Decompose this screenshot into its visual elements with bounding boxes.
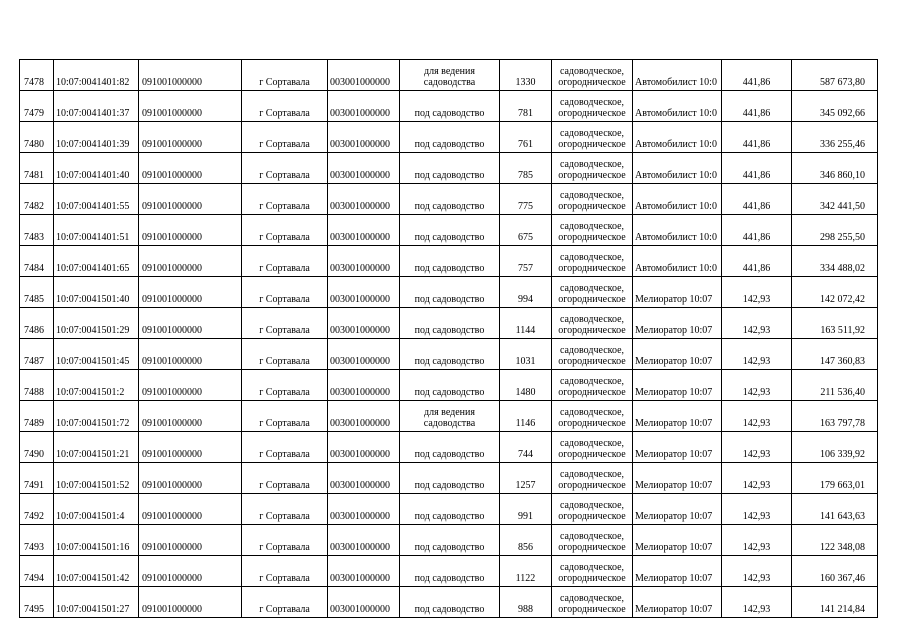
parcel-area-cell: 856 [500, 525, 552, 556]
permitted-use-cell: под садоводство [400, 587, 500, 618]
parcel-area-cell: 1480 [500, 370, 552, 401]
association-name-cell: Мелиоратор 10:07 [633, 277, 722, 308]
table-row [20, 339, 878, 370]
parcel-area-cell: 1257 [500, 463, 552, 494]
table-row [20, 122, 878, 153]
territory-code-cell: 003001000000 [328, 525, 400, 556]
land-category-cell: садоводческое, огородническое [552, 60, 633, 91]
cadastral-number-cell: 10:07:0041501:29 [54, 308, 139, 339]
association-name-cell: Автомобилист 10:0 [633, 91, 722, 122]
land-category-cell: садоводческое, огородническое [552, 339, 633, 370]
association-name-cell: Автомобилист 10:0 [633, 215, 722, 246]
cadastral-value-cell: 163 511,92 [792, 308, 878, 339]
specific-value-cell: 142,93 [722, 525, 792, 556]
cadastral-number-cell: 10:07:0041401:82 [54, 60, 139, 91]
okato-code-cell: 091001000000 [139, 308, 242, 339]
land-category-cell: садоводческое, огородническое [552, 277, 633, 308]
territory-code-cell: 003001000000 [328, 153, 400, 184]
specific-value-cell: 142,93 [722, 370, 792, 401]
table-row [20, 246, 878, 277]
land-category-cell: садоводческое, огородническое [552, 153, 633, 184]
cadastral-value-cell: 587 673,80 [792, 60, 878, 91]
table-row [20, 277, 878, 308]
specific-value-cell: 441,86 [722, 60, 792, 91]
territory-code-cell: 003001000000 [328, 556, 400, 587]
okato-code-cell: 091001000000 [139, 525, 242, 556]
specific-value-cell: 441,86 [722, 122, 792, 153]
land-category-cell: садоводческое, огородническое [552, 246, 633, 277]
row-number-cell: 7489 [20, 401, 54, 432]
cadastral-value-cell: 106 339,92 [792, 432, 878, 463]
specific-value-cell: 441,86 [722, 215, 792, 246]
okato-code-cell: 091001000000 [139, 339, 242, 370]
cadastral-value-cell: 163 797,78 [792, 401, 878, 432]
land-category-cell: садоводческое, огородническое [552, 463, 633, 494]
association-name-cell: Мелиоратор 10:07 [633, 463, 722, 494]
permitted-use-cell: под садоводство [400, 184, 500, 215]
land-category-cell: садоводческое, огородническое [552, 525, 633, 556]
specific-value-cell: 441,86 [722, 184, 792, 215]
parcel-area-cell: 1031 [500, 339, 552, 370]
parcel-area-cell: 781 [500, 91, 552, 122]
okato-code-cell: 091001000000 [139, 587, 242, 618]
land-category-cell: садоводческое, огородническое [552, 401, 633, 432]
city-name-cell: г Сортавала [242, 308, 328, 339]
cadastral-value-cell: 147 360,83 [792, 339, 878, 370]
parcel-area-cell: 775 [500, 184, 552, 215]
cadastral-number-cell: 10:07:0041501:16 [54, 525, 139, 556]
permitted-use-cell: под садоводство [400, 525, 500, 556]
table-row [20, 401, 878, 432]
permitted-use-cell: под садоводство [400, 246, 500, 277]
city-name-cell: г Сортавала [242, 556, 328, 587]
land-category-cell: садоводческое, огородническое [552, 184, 633, 215]
association-name-cell: Автомобилист 10:0 [633, 246, 722, 277]
city-name-cell: г Сортавала [242, 525, 328, 556]
okato-code-cell: 091001000000 [139, 370, 242, 401]
parcel-area-cell: 994 [500, 277, 552, 308]
parcel-area-cell: 1122 [500, 556, 552, 587]
cadastral-number-cell: 10:07:0041401:40 [54, 153, 139, 184]
territory-code-cell: 003001000000 [328, 215, 400, 246]
parcel-area-cell: 991 [500, 494, 552, 525]
specific-value-cell: 441,86 [722, 153, 792, 184]
parcel-area-cell: 744 [500, 432, 552, 463]
permitted-use-cell: для ведения садоводства [400, 60, 500, 91]
city-name-cell: г Сортавала [242, 91, 328, 122]
cadastral-value-cell: 336 255,46 [792, 122, 878, 153]
territory-code-cell: 003001000000 [328, 184, 400, 215]
association-name-cell: Мелиоратор 10:07 [633, 556, 722, 587]
permitted-use-cell: под садоводство [400, 153, 500, 184]
territory-code-cell: 003001000000 [328, 246, 400, 277]
land-category-cell: садоводческое, огородническое [552, 308, 633, 339]
association-name-cell: Автомобилист 10:0 [633, 184, 722, 215]
cadastral-number-cell: 10:07:0041501:42 [54, 556, 139, 587]
cadastral-number-cell: 10:07:0041401:39 [54, 122, 139, 153]
cadastral-value-cell: 211 536,40 [792, 370, 878, 401]
okato-code-cell: 091001000000 [139, 556, 242, 587]
table-row [20, 432, 878, 463]
table-row [20, 215, 878, 246]
specific-value-cell: 142,93 [722, 587, 792, 618]
row-number-cell: 7481 [20, 153, 54, 184]
table-row [20, 463, 878, 494]
cadastral-value-cell: 298 255,50 [792, 215, 878, 246]
okato-code-cell: 091001000000 [139, 432, 242, 463]
permitted-use-cell: для ведения садоводства [400, 401, 500, 432]
cadastral-value-cell: 334 488,02 [792, 246, 878, 277]
cadastral-value-cell: 141 214,84 [792, 587, 878, 618]
association-name-cell: Мелиоратор 10:07 [633, 494, 722, 525]
cadastral-value-cell: 142 072,42 [792, 277, 878, 308]
city-name-cell: г Сортавала [242, 215, 328, 246]
parcel-area-cell: 675 [500, 215, 552, 246]
association-name-cell: Мелиоратор 10:07 [633, 308, 722, 339]
row-number-cell: 7485 [20, 277, 54, 308]
specific-value-cell: 142,93 [722, 556, 792, 587]
cadastral-value-cell: 122 348,08 [792, 525, 878, 556]
okato-code-cell: 091001000000 [139, 184, 242, 215]
permitted-use-cell: под садоводство [400, 556, 500, 587]
permitted-use-cell: под садоводство [400, 308, 500, 339]
row-number-cell: 7491 [20, 463, 54, 494]
city-name-cell: г Сортавала [242, 432, 328, 463]
specific-value-cell: 142,93 [722, 277, 792, 308]
row-number-cell: 7493 [20, 525, 54, 556]
cadastral-number-cell: 10:07:0041501:27 [54, 587, 139, 618]
association-name-cell: Мелиоратор 10:07 [633, 525, 722, 556]
table-row [20, 525, 878, 556]
permitted-use-cell: под садоводство [400, 432, 500, 463]
okato-code-cell: 091001000000 [139, 494, 242, 525]
row-number-cell: 7494 [20, 556, 54, 587]
permitted-use-cell: под садоводство [400, 277, 500, 308]
permitted-use-cell: под садоводство [400, 463, 500, 494]
land-category-cell: садоводческое, огородническое [552, 215, 633, 246]
okato-code-cell: 091001000000 [139, 215, 242, 246]
association-name-cell: Мелиоратор 10:07 [633, 401, 722, 432]
table-row [20, 60, 878, 91]
cadastral-number-cell: 10:07:0041501:72 [54, 401, 139, 432]
okato-code-cell: 091001000000 [139, 153, 242, 184]
cadastral-value-cell: 160 367,46 [792, 556, 878, 587]
table-row [20, 91, 878, 122]
land-category-cell: садоводческое, огородническое [552, 494, 633, 525]
cadastral-number-cell: 10:07:0041501:4 [54, 494, 139, 525]
land-category-cell: садоводческое, огородническое [552, 370, 633, 401]
city-name-cell: г Сортавала [242, 339, 328, 370]
parcel-area-cell: 761 [500, 122, 552, 153]
table-row [20, 184, 878, 215]
territory-code-cell: 003001000000 [328, 339, 400, 370]
okato-code-cell: 091001000000 [139, 122, 242, 153]
city-name-cell: г Сортавала [242, 153, 328, 184]
cadastral-number-cell: 10:07:0041401:37 [54, 91, 139, 122]
cadastral-number-cell: 10:07:0041501:40 [54, 277, 139, 308]
land-category-cell: садоводческое, огородническое [552, 432, 633, 463]
cadastral-value-cell: 141 643,63 [792, 494, 878, 525]
association-name-cell: Автомобилист 10:0 [633, 122, 722, 153]
land-category-cell: садоводческое, огородническое [552, 91, 633, 122]
land-parcel-table [19, 59, 878, 618]
land-category-cell: садоводческое, огородническое [552, 122, 633, 153]
cadastral-number-cell: 10:07:0041401:55 [54, 184, 139, 215]
specific-value-cell: 441,86 [722, 246, 792, 277]
specific-value-cell: 142,93 [722, 308, 792, 339]
permitted-use-cell: под садоводство [400, 215, 500, 246]
association-name-cell: Автомобилист 10:0 [633, 153, 722, 184]
specific-value-cell: 142,93 [722, 432, 792, 463]
territory-code-cell: 003001000000 [328, 587, 400, 618]
specific-value-cell: 142,93 [722, 494, 792, 525]
table-body [20, 60, 878, 618]
table-row [20, 153, 878, 184]
association-name-cell: Мелиоратор 10:07 [633, 432, 722, 463]
land-category-cell: садоводческое, огородническое [552, 556, 633, 587]
specific-value-cell: 142,93 [722, 401, 792, 432]
territory-code-cell: 003001000000 [328, 308, 400, 339]
okato-code-cell: 091001000000 [139, 463, 242, 494]
city-name-cell: г Сортавала [242, 277, 328, 308]
city-name-cell: г Сортавала [242, 587, 328, 618]
parcel-area-cell: 1144 [500, 308, 552, 339]
city-name-cell: г Сортавала [242, 494, 328, 525]
land-category-cell: садоводческое, огородническое [552, 587, 633, 618]
territory-code-cell: 003001000000 [328, 463, 400, 494]
cadastral-number-cell: 10:07:0041501:2 [54, 370, 139, 401]
cadastral-value-cell: 179 663,01 [792, 463, 878, 494]
permitted-use-cell: под садоводство [400, 339, 500, 370]
association-name-cell: Мелиоратор 10:07 [633, 370, 722, 401]
permitted-use-cell: под садоводство [400, 122, 500, 153]
territory-code-cell: 003001000000 [328, 432, 400, 463]
cadastral-number-cell: 10:07:0041401:65 [54, 246, 139, 277]
table-row [20, 587, 878, 618]
row-number-cell: 7478 [20, 60, 54, 91]
row-number-cell: 7486 [20, 308, 54, 339]
city-name-cell: г Сортавала [242, 463, 328, 494]
row-number-cell: 7488 [20, 370, 54, 401]
cadastral-number-cell: 10:07:0041501:52 [54, 463, 139, 494]
permitted-use-cell: под садоводство [400, 370, 500, 401]
territory-code-cell: 003001000000 [328, 277, 400, 308]
table-row [20, 556, 878, 587]
city-name-cell: г Сортавала [242, 122, 328, 153]
row-number-cell: 7480 [20, 122, 54, 153]
okato-code-cell: 091001000000 [139, 401, 242, 432]
cadastral-number-cell: 10:07:0041501:45 [54, 339, 139, 370]
cadastral-value-cell: 342 441,50 [792, 184, 878, 215]
specific-value-cell: 142,93 [722, 463, 792, 494]
parcel-area-cell: 757 [500, 246, 552, 277]
city-name-cell: г Сортавала [242, 246, 328, 277]
territory-code-cell: 003001000000 [328, 370, 400, 401]
row-number-cell: 7482 [20, 184, 54, 215]
cadastral-number-cell: 10:07:0041401:51 [54, 215, 139, 246]
okato-code-cell: 091001000000 [139, 91, 242, 122]
territory-code-cell: 003001000000 [328, 401, 400, 432]
parcel-area-cell: 1330 [500, 60, 552, 91]
parcel-area-cell: 988 [500, 587, 552, 618]
row-number-cell: 7483 [20, 215, 54, 246]
territory-code-cell: 003001000000 [328, 91, 400, 122]
cadastral-value-cell: 346 860,10 [792, 153, 878, 184]
permitted-use-cell: под садоводство [400, 91, 500, 122]
row-number-cell: 7487 [20, 339, 54, 370]
row-number-cell: 7492 [20, 494, 54, 525]
city-name-cell: г Сортавала [242, 184, 328, 215]
permitted-use-cell: под садоводство [400, 494, 500, 525]
territory-code-cell: 003001000000 [328, 60, 400, 91]
row-number-cell: 7490 [20, 432, 54, 463]
okato-code-cell: 091001000000 [139, 60, 242, 91]
city-name-cell: г Сортавала [242, 370, 328, 401]
table-row [20, 370, 878, 401]
territory-code-cell: 003001000000 [328, 122, 400, 153]
table-row [20, 494, 878, 525]
city-name-cell: г Сортавала [242, 60, 328, 91]
okato-code-cell: 091001000000 [139, 246, 242, 277]
city-name-cell: г Сортавала [242, 401, 328, 432]
association-name-cell: Автомобилист 10:0 [633, 60, 722, 91]
table-row [20, 308, 878, 339]
row-number-cell: 7484 [20, 246, 54, 277]
okato-code-cell: 091001000000 [139, 277, 242, 308]
parcel-area-cell: 785 [500, 153, 552, 184]
land-parcel-table-sheet [19, 59, 878, 618]
parcel-area-cell: 1146 [500, 401, 552, 432]
cadastral-value-cell: 345 092,66 [792, 91, 878, 122]
row-number-cell: 7495 [20, 587, 54, 618]
specific-value-cell: 441,86 [722, 91, 792, 122]
specific-value-cell: 142,93 [722, 339, 792, 370]
association-name-cell: Мелиоратор 10:07 [633, 587, 722, 618]
cadastral-number-cell: 10:07:0041501:21 [54, 432, 139, 463]
association-name-cell: Мелиоратор 10:07 [633, 339, 722, 370]
territory-code-cell: 003001000000 [328, 494, 400, 525]
row-number-cell: 7479 [20, 91, 54, 122]
